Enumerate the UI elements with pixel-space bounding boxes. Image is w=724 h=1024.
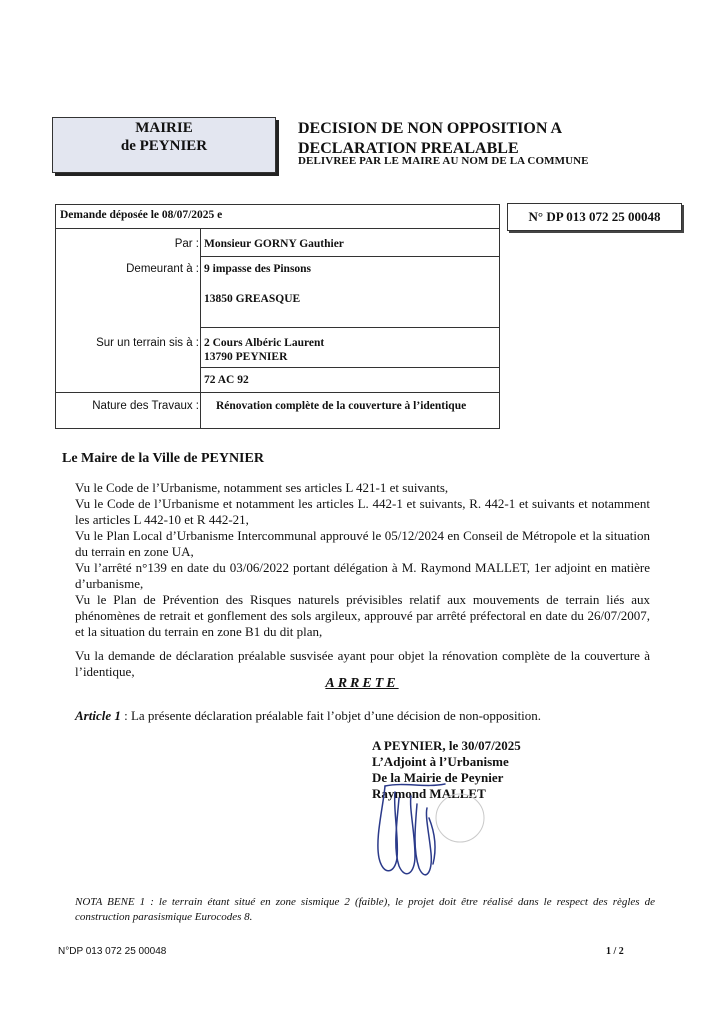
request-table [55, 204, 500, 429]
demeurant-line2: 13850 GREASQUE [204, 293, 301, 305]
mairie-line1: MAIRIE [135, 120, 193, 136]
nota-bene: NOTA BENE 1 : le terrain étant situé en zone sismique 2 (faible), le projet doit être réalisé dans le respect des règles de construction parasismique Eurocodes 8. [75, 896, 655, 923]
title-line1: DECISION DE NON OPPOSITION A [298, 120, 563, 137]
nature-value: Rénovation complète de la couverture à l’identique [216, 400, 467, 412]
deposit-date: Demande déposée le 08/07/2025 e [60, 209, 223, 221]
dp-number-box: N° DP 013 072 25 00048 [507, 203, 682, 231]
nature-label: Nature des Travaux : [92, 400, 199, 412]
mairie-line2: de PEYNIER [120, 138, 208, 154]
par-value: Monsieur GORNY Gauthier [204, 238, 344, 250]
article-1 [75, 708, 695, 724]
footer-reference: N°DP 013 072 25 00048 [58, 946, 167, 957]
sig-line3: De la Mairie de Peynier [372, 770, 504, 785]
title-line2: DECLARATION PREALABLE [298, 140, 519, 157]
demeurant-line1: 9 impasse des Pinsons [204, 263, 312, 275]
handwritten-signature [365, 778, 495, 888]
table-header [56, 205, 499, 229]
vu-paragraph-4: Vu l’arrêté n°139 en date du 03/06/2022 portant délégation à M. Raymond MALLET, 1er adjoint en matière d’urbanisme, [75, 560, 650, 591]
arrete-heading [0, 676, 724, 692]
vu-paragraph-3: Vu le Plan Local d’Urbanisme Intercommunal approuvé le 05/12/2024 en Conseil de Métropole et la situation du terrain en zone UA, [75, 528, 650, 559]
row-line [56, 392, 499, 393]
row-line [200, 256, 499, 257]
sig-line1: A PEYNIER, le 30/07/2025 [372, 738, 521, 753]
vu-paragraph-1: Vu le Code de l’Urbanisme, notamment ses articles L 421-1 et suivants, [75, 480, 449, 495]
table-divider [200, 229, 201, 428]
demeurant-label: Demeurant à : [126, 263, 199, 275]
vu-paragraph-5: Vu le Plan de Prévention des Risques naturels prévisibles relatif aux mouvements de terrain liés aux phénomènes de retrait et gonflement des sols argileux, approuvé par arrêté préfectoral en date du 26/07/2007, et la situation du terrain en zone B1 du dit plan, [75, 592, 650, 639]
arrete-text: ARRETE [325, 676, 399, 691]
mairie-box [52, 117, 276, 173]
page-number: 1 / 2 [606, 946, 624, 957]
terrain-line2: 13790 PEYNIER [204, 351, 288, 363]
vu-paragraph-6: Vu la demande de déclaration préalable susvisée ayant pour objet la rénovation complète de la couverture à l’identique, [75, 648, 650, 679]
maire-title: Le Maire de la Ville de PEYNIER [62, 451, 264, 466]
terrain-label: Sur un terrain sis à : [96, 337, 199, 349]
row-line [200, 327, 499, 328]
document-subtitle: DELIVREE PAR LE MAIRE AU NOM DE LA COMMUNE [298, 155, 589, 167]
article-text: : La présente déclaration préalable fait l’objet d’une décision de non-opposition. [120, 708, 542, 723]
row-line [200, 367, 499, 368]
vu-paragraph-2: Vu le Code de l’Urbanisme et notamment les articles L. 442-1 et suivants, R. 442-1 et suivants et notamment les articles L 442-10 et R 442-21, [75, 496, 650, 527]
terrain-line3: 72 AC 92 [204, 374, 249, 386]
document-title [298, 119, 708, 159]
article-label: Article 1 [75, 708, 121, 723]
sig-line2: L’Adjoint à l’Urbanisme [372, 754, 509, 769]
terrain-line1: 2 Cours Albéric Laurent [204, 337, 325, 349]
sig-line4: Raymond MALLET [372, 786, 486, 801]
par-label: Par : [174, 238, 199, 250]
